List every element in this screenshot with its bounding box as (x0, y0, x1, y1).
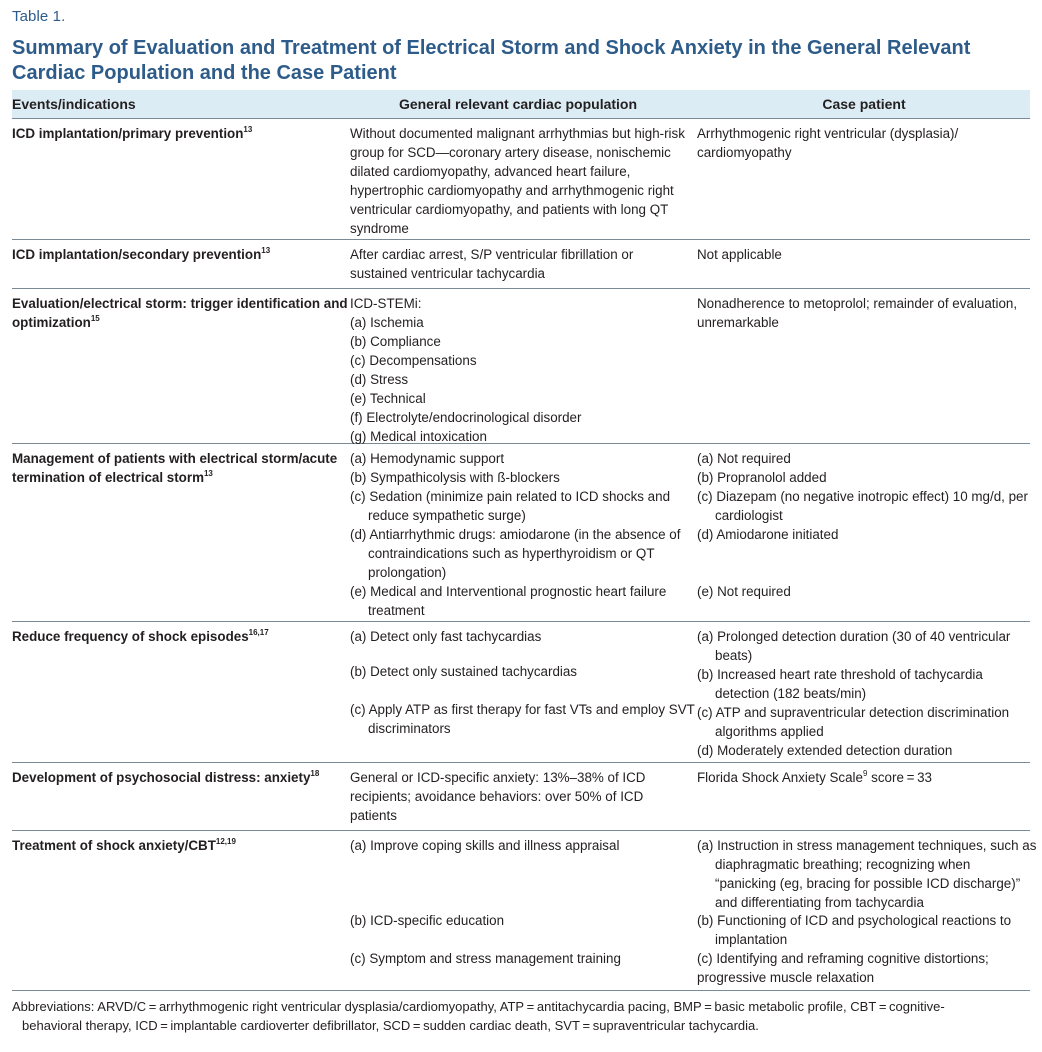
general-line: (b) Detect only sustained tachycardias (350, 664, 578, 680)
event-line-text: Treatment of shock anxiety/CBT (12, 838, 216, 853)
patient-line: Nonadherence to metoprolol; remainder of evaluation, (697, 296, 1018, 311)
table-row (12, 621, 1030, 763)
general-line: (a) Hemodynamic support (350, 451, 505, 466)
general-line: (e) Medical and Interventional prognostic heart failure (350, 584, 667, 599)
patient-line-text: Florida Shock Anxiety Scale (697, 770, 863, 785)
patient-line: diaphragmatic breathing; recognizing when (715, 857, 971, 872)
footnote-line: Abbreviations: ARVD/C = arrhythmogenic right ventricular dysplasia/cardiomyopathy, ATP = antitachycardia pacing, BMP = basic metabolic profile, CBT = cognitive- (12, 999, 945, 1014)
table-row (12, 288, 1030, 444)
patient-line-suffix: score = 33 (867, 770, 932, 785)
general-line: ICD-STEMi: (350, 296, 422, 311)
table-row (12, 830, 1037, 991)
patient-line: (a) Instruction in stress management techniques, such as (697, 838, 1037, 853)
general-line: (g) Medical intoxication (350, 429, 487, 444)
general-line: (c) Decompensations (350, 353, 477, 368)
patient-line: (a) Not required (697, 451, 791, 466)
event-line (12, 124, 252, 143)
event-line (12, 313, 100, 332)
general-line: group for SCD—coronary artery disease, nonischemic (350, 145, 671, 160)
general-line: (f) Electrolyte/endocrinological disorder (350, 410, 582, 425)
patient-line: implantation (715, 932, 788, 948)
reference-superscript: 13 (261, 246, 271, 255)
header-events: Events/indications (12, 96, 136, 112)
patient-line: (b) Functioning of ICD and psychological reactions to (697, 913, 1012, 929)
patient-line: (c) Diazepam (no negative inotropic effect) 10 mg/d, per (697, 489, 1028, 504)
patient-line: unremarkable (697, 315, 779, 330)
patient-line: (d) Amiodarone initiated (697, 527, 839, 542)
event-line (12, 627, 269, 646)
patient-line: and differentiating from tachycardia (715, 895, 924, 910)
table-row (12, 762, 1030, 831)
event-line-text: Management of patients with electrical storm/acute (12, 451, 338, 466)
reference-superscript: 13 (203, 469, 213, 478)
event-line-text: termination of electrical storm (12, 470, 204, 485)
event-line (12, 768, 319, 787)
general-line: prolongation) (368, 565, 447, 580)
footnote-line: behavioral therapy, ICD = implantable cardioverter defibrillator, SCD = sudden cardiac death, SVT = supraventricular tachycardia. (22, 1018, 759, 1033)
table-title (12, 36, 1032, 86)
patient-line: (c) ATP and supraventricular detection discrimination (697, 705, 1010, 720)
table-title-line: Summary of Evaluation and Treatment of Electrical Storm and Shock Anxiety in the General Relevant (12, 37, 971, 59)
patient-line: “panicking (eg, bracing for possible ICD discharge)” (715, 876, 1021, 891)
table-row (12, 443, 1030, 622)
general-line: (b) ICD-specific education (350, 913, 505, 929)
event-line-text: ICD implantation/secondary prevention (12, 247, 262, 262)
general-line: (a) Detect only fast tachycardias (350, 629, 542, 644)
header-general-population: General relevant cardiac population (398, 96, 638, 112)
general-line: (c) Apply ATP as first therapy for fast VTs and employ SVT (350, 702, 695, 718)
reference-superscript: 13 (243, 125, 253, 134)
reference-superscript: 18 (310, 769, 320, 778)
event-line-text: Development of psychosocial distress: anxiety (12, 770, 311, 785)
reference-superscript: 9 (862, 769, 868, 778)
general-line: reduce sympathetic surge) (368, 508, 526, 523)
general-line: (c) Sedation (minimize pain related to ICD shocks and (350, 489, 671, 504)
patient-line: detection (182 beats/min) (715, 686, 867, 701)
event-line (12, 294, 348, 313)
table-header (12, 90, 1030, 119)
patient-line: (d) Moderately extended detection duration (697, 743, 953, 758)
general-line: After cardiac arrest, S/P ventricular fibrillation or (350, 247, 634, 262)
patient-line: (e) Not required (697, 584, 791, 599)
general-line: (b) Sympathicolysis with ß-blockers (350, 470, 560, 485)
general-line: (d) Antiarrhythmic drugs: amiodarone (in the absence of (350, 527, 681, 542)
general-line: recipients; avoidance behaviors: over 50% of ICD (350, 789, 644, 804)
patient-line: algorithms applied (715, 724, 824, 739)
general-line: (c) Symptom and stress management training (350, 951, 621, 967)
event-line (12, 449, 337, 468)
general-line: sustained ventricular tachycardia (350, 266, 546, 281)
general-line: Without documented malignant arrhythmias but high-risk (350, 126, 685, 141)
event-line-text: Evaluation/electrical storm: trigger identification and (12, 296, 348, 311)
table-row (12, 239, 1030, 289)
event-line (12, 468, 213, 487)
event-line-text: Reduce frequency of shock episodes (12, 629, 249, 644)
general-line: treatment (368, 603, 425, 618)
event-line (12, 836, 236, 855)
patient-line: (b) Increased heart rate threshold of tachycardia (697, 667, 983, 682)
patient-line: Not applicable (697, 247, 782, 262)
patient-line: beats) (715, 648, 753, 663)
general-line: (b) Compliance (350, 334, 441, 349)
general-line: syndrome (350, 221, 409, 236)
general-line: patients (350, 808, 397, 823)
reference-superscript: 15 (90, 314, 100, 323)
table-row (12, 118, 1030, 240)
general-line: dilated cardiomyopathy, advanced heart failure, (350, 164, 631, 179)
reference-superscript: 16,17 (248, 628, 269, 637)
event-line (12, 245, 270, 264)
patient-line: (c) Identifying and reframing cognitive distortions; (697, 951, 989, 967)
event-line-text: optimization (12, 315, 91, 330)
general-line: General or ICD-specific anxiety: 13%–38% of ICD (350, 770, 646, 785)
patient-line: cardiomyopathy (697, 145, 792, 160)
general-line: (d) Stress (350, 372, 409, 387)
reference-superscript: 12,19 (215, 837, 236, 846)
patient-line: progressive muscle relaxation (697, 970, 875, 986)
event-line-text: ICD implantation/primary prevention (12, 126, 244, 141)
general-line: contraindications such as hyperthyroidism or QT (368, 546, 655, 561)
header-case-patient: Case patient (822, 96, 906, 112)
patient-line: Arrhythmogenic right ventricular (dysplasia)/ (697, 126, 959, 141)
general-line: (e) Technical (350, 391, 426, 406)
general-line: (a) Ischemia (350, 315, 424, 330)
table-label: Table 1. (12, 8, 66, 25)
patient-line: (b) Propranolol added (697, 470, 827, 485)
table-title-line: Cardiac Population and the Case Patient (12, 62, 397, 84)
general-line: hypertrophic cardiomyopathy and arrhythmogenic right (350, 183, 674, 198)
patient-line: cardiologist (715, 508, 783, 523)
patient-line: (a) Prolonged detection duration (30 of 40 ventricular (697, 629, 1011, 644)
general-line: (a) Improve coping skills and illness appraisal (350, 838, 620, 853)
general-line: discriminators (368, 721, 451, 737)
general-line: ventricular cardiomyopathy, and patients with long QT (350, 202, 669, 217)
patient-line (697, 768, 932, 787)
abbreviations-footnote (12, 997, 1032, 1035)
